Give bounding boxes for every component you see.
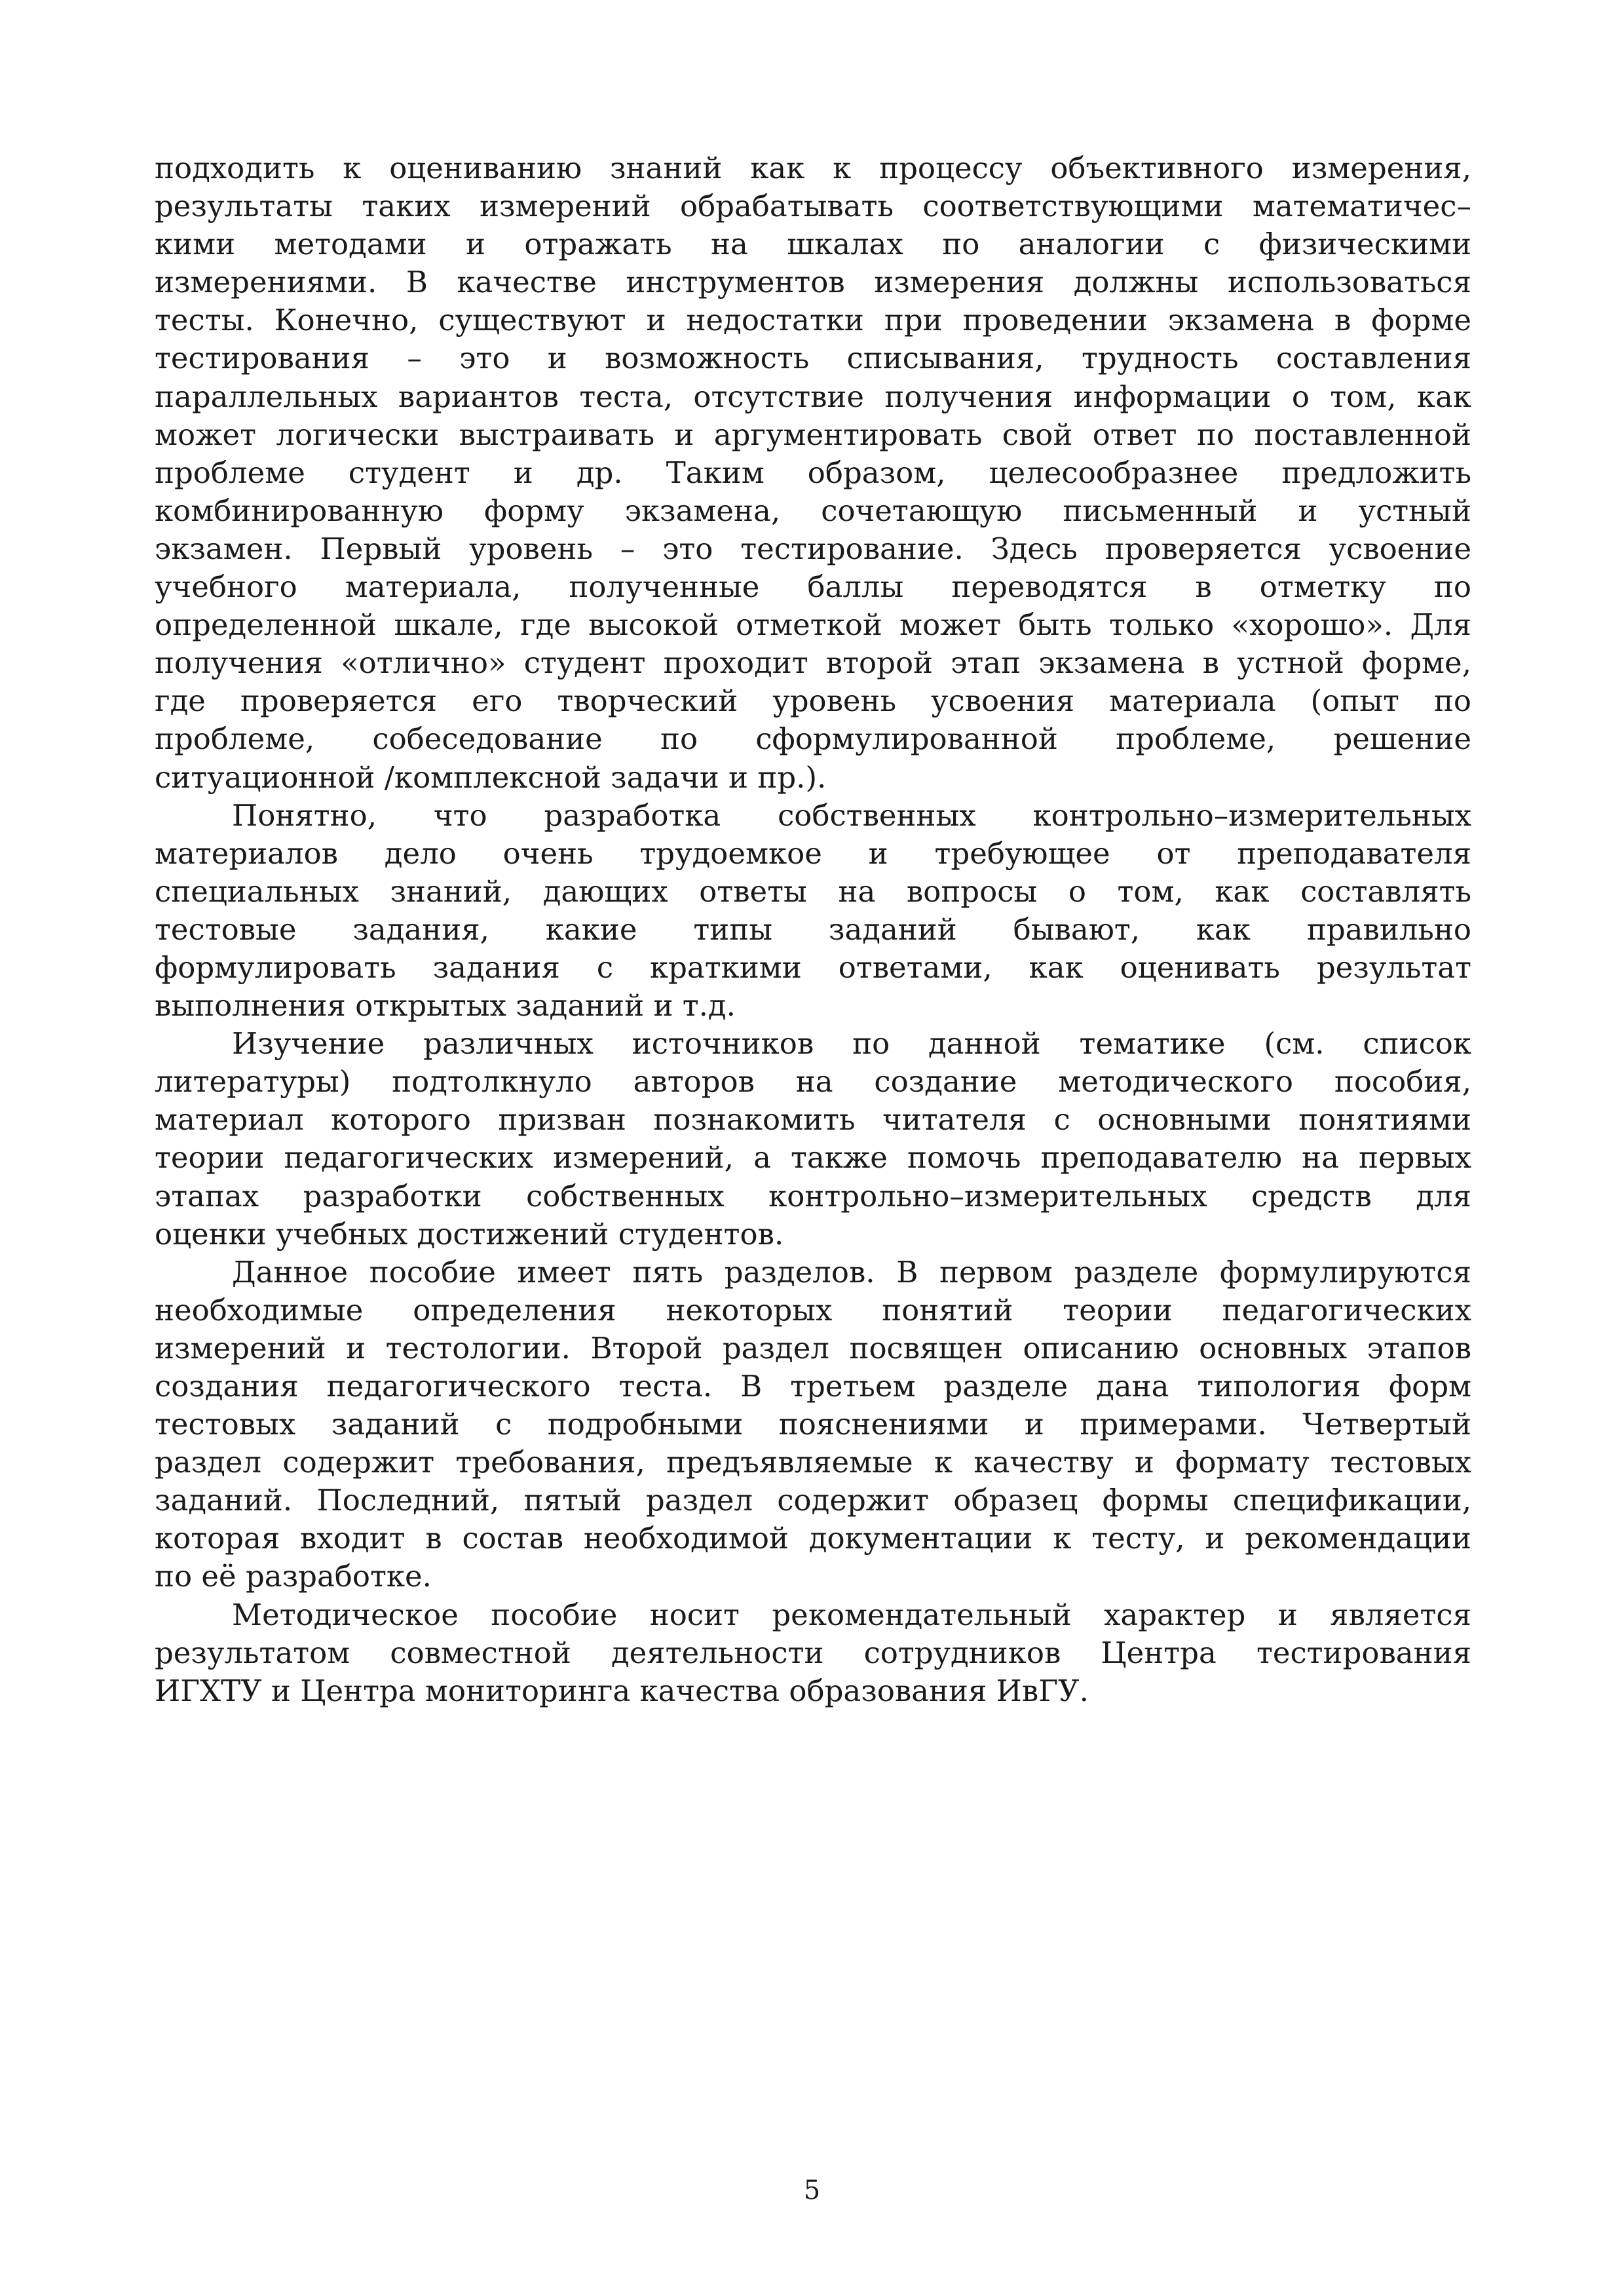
text-line: кими методами и отражать на шкалах по аналогии с физическими: [155, 227, 1471, 262]
text-line: формулировать задания с краткими ответами, как оценивать результат: [155, 949, 1471, 985]
paragraph: [155, 1253, 1471, 1596]
text-line: комбинированную форму экзамена, сочетающую письменный и устный: [155, 493, 1471, 528]
text-line: литературы) подтолкнуло авторов на создание методического пособия,: [155, 1064, 1471, 1100]
text-line: раздел содержит требования, предъявляемые к качеству и формату тестовых: [155, 1445, 1471, 1480]
text-line: заданий. Последний, пятый раздел содержит образец формы спецификации,: [155, 1483, 1471, 1518]
text-line: Понятно, что разработка собственных контрольно–измерительных: [232, 797, 1471, 833]
text-line: необходимые определения некоторых понятий теории педагогических: [155, 1292, 1471, 1328]
text-line: результатом совместной деятельности сотрудников Центра тестирования: [155, 1635, 1471, 1670]
paragraph: [155, 1025, 1471, 1253]
text-line: Изучение различных источников по данной тематике (см. список: [232, 1026, 1471, 1062]
text-line: определенной шкале, где высокой отметкой может быть только «хорошо». Для: [155, 607, 1471, 643]
page-number: 5: [803, 2175, 821, 2206]
text-line: учебного материала, полученные баллы переводятся в отметку по: [155, 569, 1471, 605]
text-line: тесты. Конечно, существуют и недостатки при проведении экзамена в форме: [155, 303, 1471, 338]
text-line: ИГХТУ и Центра мониторинга качества образования ИвГУ.: [155, 1673, 1089, 1708]
page-body: [155, 149, 1471, 1710]
text-line: материал которого призван познакомить читателя с основными понятиями: [155, 1102, 1471, 1138]
text-line: тестовых заданий с подробными пояснениями и примерами. Четвертый: [155, 1407, 1471, 1442]
text-line: Данное пособие имеет пять разделов. В первом разделе формулируются: [232, 1254, 1471, 1290]
text-line: Методическое пособие носит рекомендательный характер и является: [232, 1597, 1471, 1632]
text-line: проблеме, собеседование по сформулированной проблеме, решение: [155, 721, 1471, 757]
text-line: подходить к оцениванию знаний как к процессу объективного измерения,: [155, 151, 1471, 185]
text-line: создания педагогического теста. В третьем разделе дана типология форм: [155, 1369, 1471, 1404]
paragraph: [155, 797, 1471, 1025]
text-line: экзамен. Первый уровень – это тестирование. Здесь проверяется усвоение: [155, 531, 1471, 566]
text-line: результаты таких измерений обрабатывать соответствующими математичес–: [155, 189, 1471, 224]
text-line: теории педагогических измерений, а также помочь преподавателю на первых: [155, 1140, 1471, 1176]
text-line: измерениями. В качестве инструментов измерения должны использоваться: [155, 265, 1471, 300]
paragraph: [155, 1596, 1471, 1710]
text-line: измерений и тестологии. Второй раздел посвящен описанию основных этапов: [155, 1330, 1471, 1366]
text-line: этапах разработки собственных контрольно–измерительных средств для: [155, 1178, 1471, 1214]
text-line: где проверяется его творческий уровень усвоения материала (опыт по: [155, 683, 1471, 719]
text-line: тестовые задания, какие типы заданий бывают, как правильно: [155, 911, 1471, 947]
text-line: по её разработке.: [155, 1559, 432, 1594]
text-line: проблеме студент и др. Таким образом, целесообразнее предложить: [155, 455, 1471, 490]
text-line: ситуационной /комплексной задачи и пр.).: [155, 759, 827, 795]
text-line: выполнения открытых заданий и т.д.: [155, 988, 736, 1024]
paragraph: [155, 149, 1471, 797]
text-line: специальных знаний, дающих ответы на вопросы о том, как составлять: [155, 873, 1471, 909]
text-line: оценки учебных достижений студентов.: [155, 1216, 784, 1252]
text-line: материалов дело очень трудоемкое и требующее от преподавателя: [155, 835, 1471, 871]
text-line: которая входит в состав необходимой документации к тесту, и рекомендации: [155, 1521, 1471, 1556]
text-line: параллельных вариантов теста, отсутствие получения информации о том, как: [155, 379, 1471, 414]
text-line: получения «отлично» студент проходит второй этап экзамена в устной форме,: [155, 645, 1471, 681]
text-line: может логически выстраивать и аргументировать свой ответ по поставленной: [155, 417, 1471, 452]
text-line: тестирования – это и возможность списывания, трудность составления: [155, 341, 1471, 376]
